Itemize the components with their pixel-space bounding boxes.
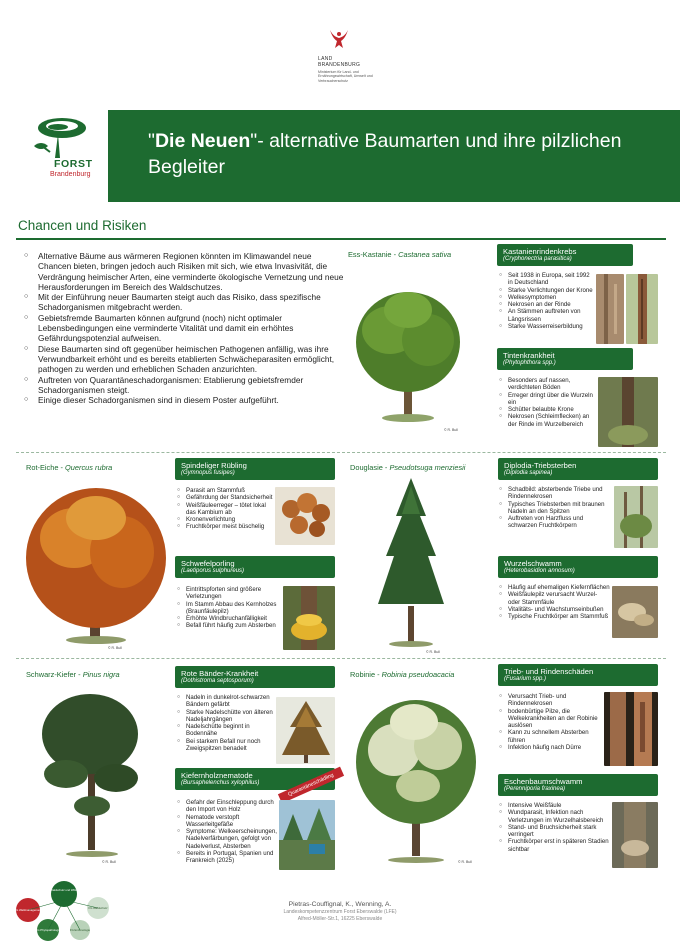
douglas-fir-tree-image: [372, 476, 450, 652]
fungus-bullets-rotebaender: [177, 694, 279, 752]
intro-item: ○ Mit der Einführung neuer Baumarten steigt auch das Risiko, dass spezifische Schadorganismen mitgebracht werden.: [24, 292, 346, 313]
red-band-needle-photo: [276, 697, 335, 764]
photo-credit: © R. Bull: [102, 860, 116, 864]
tree-logo-icon: [28, 116, 88, 160]
list-item: ○ Intensive Weißfäule: [499, 802, 609, 809]
fusarium-bark-photo: [604, 692, 658, 766]
circle-bottom-right-label: FG Entomologie: [69, 928, 91, 932]
intro-item: ○ Auftreten von Quarantäneschadorganismen: Etablierung gebietsfremder Schadorganismen steigt.: [24, 375, 346, 396]
list-item: ○ Nekrosen (Schleimflecken) an der Rinde im Wurzelbereich: [499, 413, 595, 428]
fungus-bullets-kastanienrindenkrebs: [499, 272, 593, 330]
fungus-bullets-ruebling: [177, 487, 273, 531]
perenniporia-photo: [612, 802, 658, 868]
list-item: ○ Erhöhte Windbruchanfälligkeit: [177, 615, 281, 622]
fungus-header-trieb: Trieb- und Rindenschäden (Fusarium spp.): [498, 664, 658, 686]
photo-credit: © R. Bull: [444, 428, 458, 432]
list-item: ○ Verursacht Trieb- und Rindennekrosen: [499, 693, 603, 708]
page-title: "Die Neuen"- alternative Baumarten und ihre pilzlichen Begleiter: [148, 130, 622, 178]
fungus-bullets-diplodia: [499, 486, 611, 530]
intro-item: ○ Einige dieser Schadorganismen sind in diesem Poster aufgeführt.: [24, 395, 346, 405]
intro-item: ○ Gebietsfremde Baumarten können aufgrund (noch) nicht optimaler Lebensbedingungen eine verminderte Vitalität und damit ein erhöhtes Gefährdungspotenzial aufweisen.: [24, 313, 346, 344]
black-locust-tree-image: [352, 688, 482, 866]
list-item: ○ Bereits in Portugal, Spanien und Frankreich (2025): [177, 850, 279, 865]
fungus-header-schwefelporling: Schwefelporling (Laetiporus sulphureus): [175, 556, 335, 578]
fungus-header-wurzelschwamm: Wurzelschwamm (Heterobasidion annosum): [498, 556, 658, 578]
tree-label-kiefer: Schwarz-Kiefer - Pinus nigra: [26, 670, 120, 679]
list-item: ○ Gefahr der Einschleppung durch den Import von Holz: [177, 799, 279, 814]
list-item: ○ An Stämmen auftreten von Längsrissen: [499, 308, 593, 323]
list-item: ○ Kronenverlichtung: [177, 516, 273, 523]
circle-center-label: FB 4.4 Waldschutz und Wildökologie: [41, 888, 87, 892]
root-rot-photo: [612, 586, 658, 638]
photo-credit: © R. Bull: [458, 860, 472, 864]
intro-item: ○ Diese Baumarten sind oft gegenüber heimischen Pathogenen anfällig, was ihre Verwundbarkeit erhöht und es bereits etablierten Schwächeparasiten ermöglicht, pathogen zu werden und erheblichen Schaden anzurichten.: [24, 344, 346, 375]
list-item: ○ Starke Wasserreiserbildung: [499, 323, 593, 330]
tree-label-kastanie: Ess-Kastanie - Castanea sativa: [348, 250, 452, 259]
organization-circles: [14, 880, 114, 942]
diplodia-shoot-photo: [614, 486, 658, 548]
list-item: ○ Stand- und Bruchsicherheit stark verringert: [499, 824, 609, 839]
land-brandenburg-logo: [300, 24, 380, 94]
list-item: ○ Typische Fruchtkörper am Stammfuß: [499, 613, 611, 620]
list-item: ○ Typisches Triebsterben mit braunen Nadeln an den Spitzen: [499, 501, 611, 516]
photo-credit: © R. Bull: [426, 650, 440, 654]
list-item: ○ Weißfäulepilz verursacht Wurzel- oder Stammfäule: [499, 591, 611, 606]
footer-authors: Pietras-Couffignal, K., Wenning, A.: [288, 901, 392, 908]
chestnut-trunk-photo: [626, 274, 658, 344]
circle-center: [51, 881, 77, 907]
list-item: ○ Besonders auf nassen, verdichteten Böden: [499, 377, 595, 392]
red-oak-tree-image: [24, 478, 170, 648]
circle-right-label: FG Waldschutz: [88, 906, 108, 910]
list-item: ○ Weißfäuleerreger – tötet lokal das Kambium ab: [177, 502, 273, 517]
list-item: ○ Befall führt häufig zum Absterben: [177, 622, 281, 629]
list-item: ○ Nematode verstopft Wasserleitgefäße: [177, 814, 279, 829]
ministry-name: Ministerium für Land- und Ernährungswirtschaft, Umwelt und Verbraucherschutz: [318, 70, 373, 83]
ruebling-mushroom-photo: [275, 487, 335, 545]
quarantine-badge: Quarantäneschädling: [278, 767, 344, 804]
fungus-header-rotebaender: Rote Bänder-Krankheit (Dothistroma septosporum): [175, 666, 335, 688]
list-item: ○ Im Stamm Abbau des Kernholzes (Braunfäulepilz): [177, 601, 281, 616]
fungus-bullets-eschenbaumschwamm: [499, 802, 609, 853]
fungus-bullets-nematode: [177, 799, 279, 865]
list-item: ○ Nadeln in dunkelrot-schwarzen Bändern gefärbt: [177, 694, 279, 709]
section-rule: [16, 238, 666, 240]
fungus-header-diplodia: Diplodia-Triebsterben (Diplodia sapinea): [498, 458, 658, 480]
intro-list: [24, 251, 346, 405]
list-item: ○ Kann zu schnellem Absterben führen: [499, 729, 603, 744]
intro-item: ○ Alternative Bäume aus wärmeren Regionen könnten im Klimawandel neue Chancen bieten, bringen jedoch auch Risiken mit sich, wie etwa Invasivität, die Verdrängung heimischer Arten, eine verminderte ökologische Vernetzung und neue Herausforderungen im Bereich des Waldschutzes.: [24, 251, 346, 292]
tree-label-roteiche: Rot-Eiche - Quercus rubra: [26, 463, 113, 472]
ink-disease-photo: [598, 377, 658, 447]
nematode-forest-photo: [279, 800, 335, 870]
list-item: ○ Starke Nadelschütte von älteren Nadeljahrgängen: [177, 709, 279, 724]
land-name: LAND BRANDENBURG: [318, 56, 361, 68]
list-item: ○ bodenbürtige Pilze, die Welkekrankheiten an der Robinie auslösen: [499, 708, 603, 730]
footer-address: Alfred-Möller-Str.1, 16225 Eberswalde: [297, 916, 383, 922]
photo-credit: © R. Bull: [108, 646, 122, 650]
list-item: ○ Schadbild: absterbende Triebe und Rindennekrosen: [499, 486, 611, 501]
list-item: ○ Erreger dringt über die Wurzeln ein: [499, 392, 595, 407]
sulphur-shelf-photo: [283, 586, 335, 650]
tree-label-robinie: Robinie - Robinia pseudoacacia: [350, 670, 455, 679]
fungus-bullets-schwefelporling: [177, 586, 281, 630]
chestnut-tree-image: [350, 270, 468, 430]
list-item: ○ Eintrittspforten sind größere Verletzungen: [177, 586, 281, 601]
forst-brandenburg-logo: [24, 116, 104, 186]
fungus-bullets-trieb: [499, 693, 603, 751]
red-eagle-icon: [324, 24, 354, 54]
footer-credits: [210, 900, 470, 923]
forst-word: FORST: [54, 158, 93, 170]
list-item: ○ Häufig auf ehemaligen Kiefernflächen: [499, 584, 611, 591]
list-item: ○ Nadelschütte beginnt in Bodennähe: [177, 723, 279, 738]
list-item: ○ Fruchtkörper meist büschelig: [177, 523, 273, 530]
fungus-header-nematode: Kiefernholznematode (Bursaphelenchus xylophilus): [175, 768, 335, 790]
list-item: ○ Wundparasit, Infektion nach Verletzungen im Wurzelhalsbereich: [499, 809, 609, 824]
fungus-bullets-wurzelschwamm: [499, 584, 611, 620]
tree-label-douglasie: Douglasie - Pseudotsuga menziesii: [350, 463, 466, 472]
bark-canker-photo: [596, 274, 624, 344]
list-item: ○ Auftreten von Harzfluss und schwarzen Fruchtkörpern: [499, 515, 611, 530]
list-item: ○ Seit 1938 in Europa, seit 1992 in Deutschland: [499, 272, 593, 287]
list-item: ○ Fruchtkörper erst in späteren Stadien sichtbar: [499, 838, 609, 853]
list-item: ○ Infektion häufig nach Dürre: [499, 744, 603, 751]
fungus-header-eschenbaumschwamm: Eschenbaumschwamm (Perenniporia fraxinea): [498, 774, 658, 796]
fungus-header-kastanienrindenkrebs: Kastanienrindenkrebs (Cryphonectria parasitica): [497, 244, 633, 266]
fungus-header-ruebling: Spindeliger Rübling (Gymnopus fusipes): [175, 458, 335, 480]
row-divider: [16, 452, 666, 453]
list-item: ○ Welkesymptomen: [499, 294, 593, 301]
forst-subtitle: Brandenburg: [50, 171, 91, 178]
fungus-header-tintenkrankheit: Tintenkrankheit (Phytophthora spp.): [497, 348, 633, 370]
list-item: ○ Symptome: Welkeerscheinungen, Nadelverfärbungen, gefolgt von Nadelverlust, Absterben: [177, 828, 279, 850]
footer-institution: Landeskompetenzzentrum Forst Eberswalde (LFE): [283, 909, 397, 915]
list-item: ○ Parasit am Stammfuß: [177, 487, 273, 494]
fungus-bullets-tintenkrankheit: [499, 377, 595, 428]
black-pine-tree-image: [36, 688, 146, 860]
list-item: ○ Bei starkem Befall nur noch Zweigspitzen benadelt: [177, 738, 279, 753]
list-item: ○ Vitalitäts- und Wachstumseinbußen: [499, 606, 611, 613]
title-banner: [108, 110, 680, 202]
list-item: ○ Nekrosen an der Rinde: [499, 301, 593, 308]
list-item: ○ Starke Verlichtungen der Krone: [499, 287, 593, 294]
list-item: ○ Gefährdung der Standsicherheit: [177, 494, 273, 501]
section-heading: Chancen und Risiken: [18, 218, 147, 233]
circle-bottom-left-label: FG Phytopathologie: [35, 928, 61, 932]
list-item: ○ Schütter belaubte Krone: [499, 406, 595, 413]
row-divider: [16, 658, 666, 659]
circle-left-label: FG Waldmanagement: [14, 908, 42, 912]
